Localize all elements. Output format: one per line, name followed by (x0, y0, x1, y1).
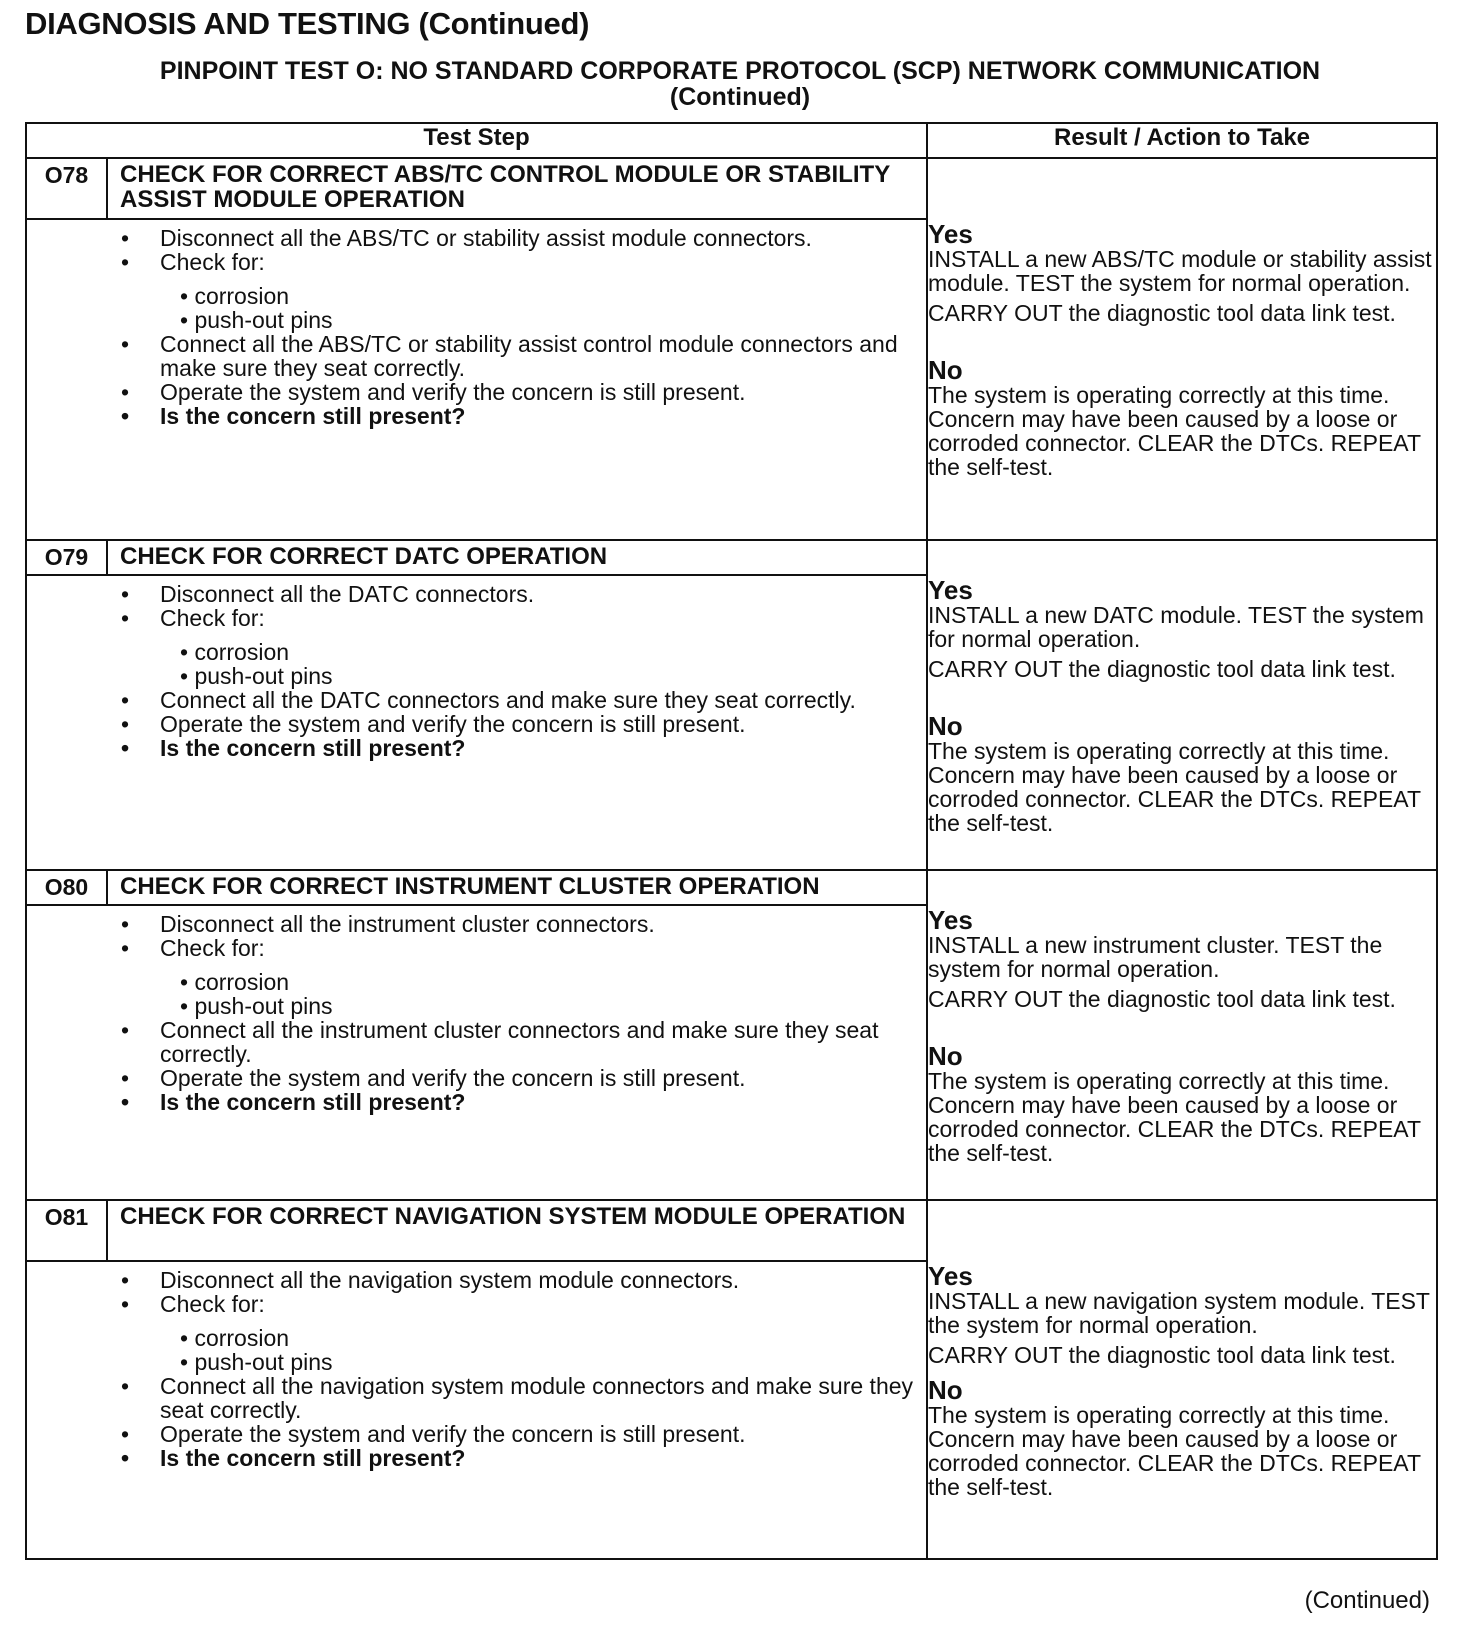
yes-label: Yes (928, 1261, 973, 1291)
step-result (927, 158, 1437, 540)
col-header-test-step: Test Step (26, 123, 927, 158)
no-action: The system is operating correctly at this time. Concern may have been caused by a loose or corroded connector. CLEAR the DTCs. REPEAT the self-test. (928, 738, 1421, 836)
check-item: • corrosion (180, 639, 290, 665)
check-item: • push-out pins (180, 307, 333, 333)
step-title: CHECK FOR CORRECT DATC OPERATION (107, 540, 927, 575)
no-action: The system is operating correctly at this time. Concern may have been caused by a loose or corroded connector. CLEAR the DTCs. REPEAT the self-test. (928, 1068, 1421, 1166)
action-list (27, 226, 926, 428)
no-action: The system is operating correctly at this time. Concern may have been caused by a loose or corroded connector. CLEAR the DTCs. REPEAT the self-test. (928, 382, 1421, 480)
no-label: No (928, 1041, 963, 1071)
pinpoint-test-title-line2: (Continued) (669, 83, 811, 111)
step-title-row (26, 1200, 1437, 1261)
list-item: • Connect all the ABS/TC or stability assist control module connectors and make sure they seat correctly. (121, 331, 898, 381)
step-title-row (26, 158, 1437, 219)
list-item: • Operate the system and verify the concern is still present. (121, 379, 746, 405)
yes-label: Yes (928, 575, 973, 605)
check-item: • push-out pins (180, 1349, 333, 1375)
list-item: • Connect all the DATC connectors and make sure they seat correctly. (121, 687, 856, 713)
pinpoint-test-title-line1: PINPOINT TEST O: NO STANDARD CORPORATE PROTOCOL (SCP) NETWORK COMMUNICATION (159, 57, 1321, 85)
no-label: No (928, 711, 963, 741)
list-item: • Connect all the instrument cluster connectors and make sure they seat correctly. (121, 1017, 879, 1067)
yes-action-2: CARRY OUT the diagnostic tool data link test. (928, 300, 1396, 326)
list-item: • Check for: • corrosion • push-out pins (27, 606, 926, 688)
no-label: No (928, 355, 963, 385)
pinpoint-test-table (25, 122, 1438, 1560)
list-item: • Is the concern still present? (121, 735, 466, 761)
check-item: • corrosion (180, 969, 290, 995)
list-item: • Check for: • corrosion • push-out pins (27, 250, 926, 332)
step-title: CHECK FOR CORRECT NAVIGATION SYSTEM MODULE OPERATION (107, 1200, 927, 1261)
no-label: No (928, 1375, 963, 1405)
step-actions (26, 219, 927, 540)
yes-action-2: CARRY OUT the diagnostic tool data link test. (928, 986, 1396, 1012)
check-item: • corrosion (180, 283, 290, 309)
no-action: The system is operating correctly at this time. Concern may have been caused by a loose or corroded connector. CLEAR the DTCs. REPEAT the self-test. (928, 1402, 1421, 1500)
step-title: CHECK FOR CORRECT INSTRUMENT CLUSTER OPERATION (107, 870, 927, 905)
check-list (27, 640, 926, 688)
check-list (27, 284, 926, 332)
step-number: O79 (26, 540, 107, 575)
step-actions (26, 1261, 927, 1559)
step-number: O78 (26, 158, 107, 219)
pinpoint-test-title (25, 58, 1455, 110)
check-item: • push-out pins (180, 663, 333, 689)
step-title-row (26, 540, 1437, 575)
step-actions (26, 575, 927, 870)
list-item: • Operate the system and verify the concern is still present. (121, 1065, 746, 1091)
list-item: • Operate the system and verify the concern is still present. (121, 711, 746, 737)
yes-action-2: CARRY OUT the diagnostic tool data link test. (928, 1342, 1396, 1368)
check-item: • corrosion (180, 1325, 290, 1351)
step-number: O80 (26, 870, 107, 905)
list-item: • Is the concern still present? (121, 403, 466, 429)
list-item: • Connect all the navigation system module connectors and make sure they seat correctly. (121, 1373, 914, 1423)
list-item: • Disconnect all the instrument cluster connectors. (121, 911, 655, 937)
list-item: • Check for: • corrosion • push-out pins (27, 1292, 926, 1374)
list-item: • Disconnect all the DATC connectors. (121, 581, 535, 607)
yes-action: INSTALL a new navigation system module. TEST the system for normal operation. (928, 1288, 1430, 1338)
action-list (27, 1268, 926, 1470)
continued-note: (Continued) (1304, 1587, 1430, 1614)
list-item: • Is the concern still present? (121, 1445, 466, 1471)
step-actions (26, 905, 927, 1200)
yes-label: Yes (928, 905, 973, 935)
step-result (927, 540, 1437, 870)
yes-action: INSTALL a new DATC module. TEST the system for normal operation. (928, 602, 1424, 652)
yes-action: INSTALL a new ABS/TC module or stability assist module. TEST the system for normal operation. (928, 246, 1432, 296)
yes-action: INSTALL a new instrument cluster. TEST the system for normal operation. (928, 932, 1383, 982)
list-item: • Disconnect all the ABS/TC or stability assist module connectors. (121, 225, 812, 251)
page-title: DIAGNOSIS AND TESTING (Continued) (25, 6, 590, 41)
step-title: CHECK FOR CORRECT ABS/TC CONTROL MODULE OR STABILITY ASSIST MODULE OPERATION (107, 158, 927, 219)
step-result (927, 870, 1437, 1200)
step-number: O81 (26, 1200, 107, 1261)
check-list (27, 970, 926, 1018)
list-item: • Check for: • corrosion • push-out pins (27, 936, 926, 1018)
yes-action-2: CARRY OUT the diagnostic tool data link test. (928, 656, 1396, 682)
step-title-row (26, 870, 1437, 905)
step-result (927, 1200, 1437, 1559)
list-item: • Operate the system and verify the concern is still present. (121, 1421, 746, 1447)
action-list (27, 912, 926, 1114)
action-list (27, 582, 926, 760)
list-item: • Is the concern still present? (121, 1089, 466, 1115)
check-item: • push-out pins (180, 993, 333, 1019)
col-header-result: Result / Action to Take (927, 123, 1437, 158)
check-list (27, 1326, 926, 1374)
list-item: • Disconnect all the navigation system module connectors. (121, 1267, 740, 1293)
table-header-row (26, 123, 1437, 158)
yes-label: Yes (928, 219, 973, 249)
